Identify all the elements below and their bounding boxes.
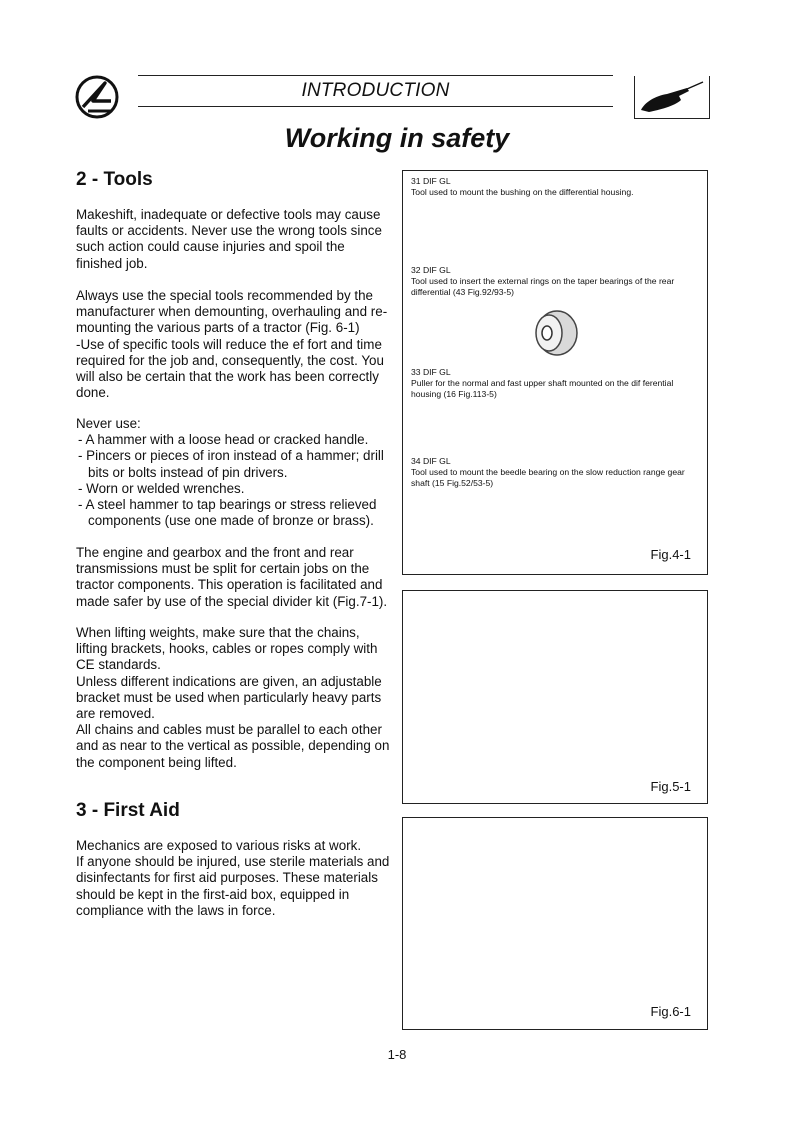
tools-para-4-line-3: All chains and cables must be parallel to each other and as near to the vertical as possible, depending on the component being lifted. <box>76 722 390 770</box>
tools-para-1: Makeshift, inadequate or defective tools may cause faults or accidents. Never use the wrong tools since such action could cause injuries and spoil the finished job. <box>76 207 382 271</box>
header-rule-top <box>138 75 613 76</box>
figure-6-1 <box>402 817 708 1030</box>
page-title: Working in safety <box>284 123 510 153</box>
first-aid-para <box>76 838 392 919</box>
never-use-list <box>76 416 392 529</box>
tools-para-2 <box>76 288 392 401</box>
figure-label: Fig.4-1 <box>650 547 691 562</box>
pointing-hand-icon <box>634 76 710 119</box>
never-use-intro: Never use: <box>76 416 141 431</box>
tools-para-2-line-1: Always use the special tools recommended by the manufacturer when demounting, overhauling and re-mounting the various parts of a tractor (Fig. 6-1) <box>76 288 388 336</box>
first-aid-line-1: Mechanics are exposed to various risks at work. <box>76 838 362 853</box>
tool-entry-31 <box>411 176 703 198</box>
bushing-tool-image <box>529 307 581 359</box>
list-item: - A hammer with a loose head or cracked handle. <box>78 432 369 448</box>
tool-entry-32 <box>411 265 703 298</box>
tools-para-2-line-2: -Use of specific tools will reduce the ef fort and time required for the job and, consequently, the cost. You will also be certain that the work has been correctly done. <box>76 336 384 401</box>
first-aid-line-2: If anyone should be injured, use sterile materials and disinfectants for first aid purposes. These materials should be kept in the first-aid box, equipped in compliance with the laws in force. <box>76 854 390 918</box>
figure-label: Fig.6-1 <box>650 1004 691 1019</box>
tools-heading: 2 - Tools <box>76 169 153 190</box>
list-item: - Worn or welded wrenches. <box>78 480 245 496</box>
brand-logo-icon <box>74 74 120 120</box>
figure-5-1 <box>402 590 708 804</box>
tool-description: Tool used to mount the bushing on the differential housing. <box>411 187 634 197</box>
tool-description: Tool used to mount the beedle bearing on the slow reduction range gear shaft (15 Fig.52/53-5) <box>411 467 685 488</box>
page-number: 1-8 <box>387 1047 407 1062</box>
tool-code: 31 DIF GL <box>411 176 451 186</box>
list-item: - Pincers or pieces of iron instead of a hammer; drill bits or bolts instead of pin drivers. <box>78 448 384 480</box>
tool-description: Puller for the normal and fast upper shaft mounted on the dif ferential housing (16 Fig.113-5) <box>411 378 674 399</box>
tools-para-4-line-1: When lifting weights, make sure that the chains, lifting brackets, hooks, cables or ropes comply with CE standards. <box>76 625 378 673</box>
tools-para-4-line-2: Unless different indications are given, an adjustable bracket must be used when particularly heavy parts are removed. <box>76 673 382 722</box>
tool-code: 33 DIF GL <box>411 367 451 377</box>
figure-label: Fig.5-1 <box>650 779 691 794</box>
tool-code: 34 DIF GL <box>411 456 451 466</box>
tools-para-3: The engine and gearbox and the front and rear transmissions must be split for certain jobs on the tractor components. This operation is facilitated and made safer by use of the special divider kit (Fig.7-1). <box>76 545 388 609</box>
header-title: INTRODUCTION <box>301 80 450 101</box>
tool-code: 32 DIF GL <box>411 265 451 275</box>
first-aid-heading: 3 - First Aid <box>76 800 180 821</box>
list-item: - A steel hammer to tap bearings or stress relieved components (use one made of bronze or brass). <box>78 497 377 529</box>
figure-4-1 <box>402 170 708 575</box>
header-rule-bottom <box>138 106 613 107</box>
tool-description: Tool used to insert the external rings on the taper bearings of the rear differential (43 Fig.92/93-5) <box>411 276 675 297</box>
tool-entry-34 <box>411 456 703 489</box>
tools-para-4 <box>76 625 392 771</box>
tool-entry-33 <box>411 367 703 400</box>
